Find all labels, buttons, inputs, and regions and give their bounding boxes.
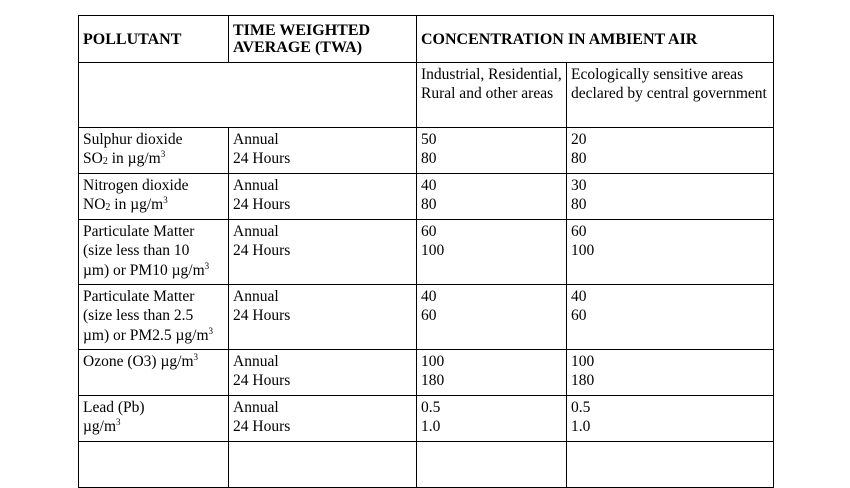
subheader-ecological: Ecologically sensitive areas declared by central government [567,63,774,128]
industrial-24h: 100 [421,242,445,260]
pollutant-size: (size less than 2.5 [83,307,194,325]
table-row [79,350,774,396]
twa-annual: Annual [233,353,279,370]
table-row [79,174,774,220]
pollutant-unit: µm) or PM2.5 $\mu g/m^3$ [83,325,214,344]
twa-annual: Annual [233,223,279,240]
ecological-24h: 60 [571,307,587,325]
ecological-cell [567,350,774,396]
industrial-24h: 1.0 [421,418,441,436]
table-row [79,220,774,285]
pollutant-cell [79,128,229,174]
industrial-24h: 80 [421,150,437,168]
table-row-partial [79,442,774,488]
header-pollutant: POLLUTANT [79,16,229,63]
industrial-cell [417,128,567,174]
pollutant-formula: $SO_2$ in $\mu g/m^3$ [83,149,166,168]
ecological-24h: 80 [571,196,587,214]
header-twa: TIME WEIGHTED AVERAGE (TWA) [229,16,417,63]
subheader-blank [79,63,417,128]
twa-annual: Annual [233,288,279,305]
industrial-cell [417,350,567,396]
ecological-cell [567,174,774,220]
pollutant-unit: $\mu g/m^3$ [83,417,121,436]
industrial-24h: 80 [421,196,437,214]
ecological-annual: 0.5 [571,399,591,416]
pollutant-cell [79,174,229,220]
pollutant-name: Ozone (O3) $\mu g/m^3$ [83,352,199,370]
twa-24h: 24 Hours [233,242,291,260]
industrial-annual: 60 [421,223,437,240]
subheader-industrial: Industrial, Residential, Rural and other areas [417,63,567,128]
twa-cell [229,442,417,488]
ecological-annual: 40 [571,288,587,305]
pollutant-unit: µm) or PM10 $\mu g/m^3$ [83,260,210,279]
industrial-24h: 180 [421,372,445,390]
pollutant-cell [79,220,229,285]
header-row [79,16,774,63]
industrial-annual: 0.5 [421,399,441,416]
ecological-24h: 180 [571,372,595,390]
twa-annual: Annual [233,177,279,194]
twa-cell [229,285,417,350]
pollutant-name: Sulphur dioxide [83,131,183,148]
pollutant-cell [79,396,229,442]
ecological-24h: 80 [571,150,587,168]
ecological-annual: 60 [571,223,587,240]
pollutant-name: Particulate Matter [83,223,195,240]
ecological-annual: 30 [571,177,587,194]
twa-cell [229,220,417,285]
industrial-annual: 100 [421,353,445,370]
header-concentration: CONCENTRATION IN AMBIENT AIR [417,16,774,63]
pollutant-cell [79,285,229,350]
industrial-cell [417,442,567,488]
twa-cell [229,396,417,442]
pollutant-formula: $NO_2$ in $\mu g/m^3$ [83,195,168,214]
table-row [79,128,774,174]
industrial-cell [417,285,567,350]
ecological-annual: 100 [571,353,595,370]
pollutant-cell [79,442,229,488]
pollutant-size: (size less than 10 [83,242,190,260]
twa-annual: Annual [233,131,279,148]
twa-cell [229,128,417,174]
pollutant-name: Nitrogen dioxide [83,177,189,194]
industrial-cell [417,174,567,220]
industrial-annual: 40 [421,288,437,305]
twa-24h: 24 Hours [233,372,291,390]
pollutant-name: Lead (Pb) [83,399,145,416]
twa-cell [229,174,417,220]
ecological-cell [567,396,774,442]
pollutant-name: Particulate Matter [83,288,195,305]
twa-24h: 24 Hours [233,150,291,168]
industrial-cell [417,396,567,442]
ecological-cell [567,285,774,350]
ecological-24h: 100 [571,242,595,260]
table-row [79,285,774,350]
twa-24h: 24 Hours [233,307,291,325]
table-row [79,396,774,442]
ecological-annual: 20 [571,131,587,148]
subheader-row [79,63,774,128]
industrial-annual: 50 [421,131,437,148]
pollutant-cell [79,350,229,396]
industrial-cell [417,220,567,285]
twa-24h: 24 Hours [233,418,291,436]
twa-24h: 24 Hours [233,196,291,214]
twa-cell [229,350,417,396]
ecological-cell [567,220,774,285]
ecological-24h: 1.0 [571,418,591,436]
industrial-annual: 40 [421,177,437,194]
air-quality-standards-table [78,15,774,488]
ecological-cell [567,442,774,488]
ecological-cell [567,128,774,174]
industrial-24h: 60 [421,307,437,325]
twa-annual: Annual [233,399,279,416]
